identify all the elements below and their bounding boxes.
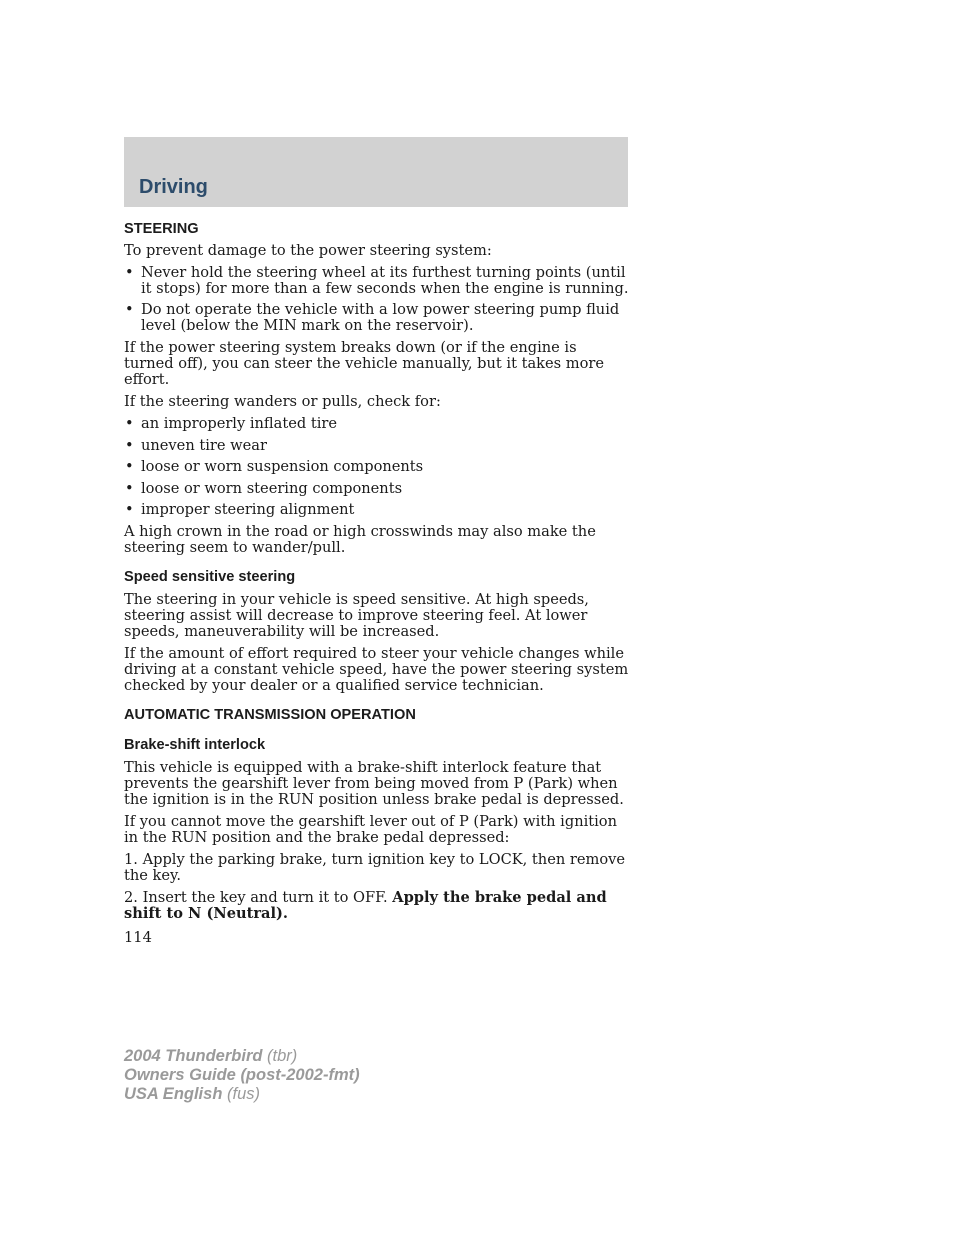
interlock-paragraph-1: This vehicle is equipped with a brake-shift interlock feature that prevents the gearshift lever from being moved from P (Park) when the ignition is in the RUN position unless brake pedal is depressed. (124, 759, 624, 808)
steering-checks-list (124, 416, 630, 518)
interlock-paragraph-2: If you cannot move the gearshift lever out of P (Park) with ignition in the RUN position and the brake pedal depressed: (124, 813, 617, 846)
steering-breakdown-text: If the power steering system breaks down (or if the engine is turned off), you can steer the vehicle manually, but it takes more effort. (124, 339, 604, 388)
section-header-band (124, 137, 628, 207)
footer-line-3: USA English (fus) (124, 1085, 260, 1103)
interlock-step-2: 2. Insert the key and turn it to OFF. Apply the brake pedal and shift to N (Neutral). (124, 889, 607, 922)
bullet-icon: • (125, 264, 134, 281)
list-item: • Never hold the steering wheel at its furthest turning points (until it stops) for more than a few seconds when the engine is running. (125, 264, 629, 297)
steering-crown-text: A high crown in the road or high crosswinds may also make the steering seem to wander/pull. (124, 523, 596, 556)
bullet-icon: • (125, 415, 134, 432)
steering-warnings-list (124, 265, 630, 334)
steering-intro: To prevent damage to the power steering system: (124, 242, 492, 259)
list-item: • loose or worn suspension components (125, 458, 424, 475)
interlock-step-2-emphasis: Apply the brake pedal and shift to N (Neutral). (124, 889, 607, 922)
page-number: 114 (124, 929, 152, 946)
document-footer (124, 1047, 360, 1104)
heading-automatic-transmission: AUTOMATIC TRANSMISSION OPERATION (124, 707, 416, 723)
list-item: • Do not operate the vehicle with a low power steering pump fluid level (below the MIN mark on the reservoir). (125, 301, 620, 334)
bullet-icon: • (125, 458, 134, 475)
bullet-icon: • (125, 479, 134, 497)
heading-speed-sensitive-steering: Speed sensitive steering (124, 569, 296, 585)
heading-brake-shift-interlock: Brake-shift interlock (124, 737, 266, 753)
interlock-step-1: 1. Apply the parking brake, turn ignition key to LOCK, then remove the key. (124, 851, 625, 884)
speed-sensitive-paragraph-1: The steering in your vehicle is speed sensitive. At high speeds, steering assist will decrease to improve steering feel. At lower speeds, maneuverability will be increased. (124, 591, 589, 640)
list-item: • an improperly inflated tire (125, 415, 337, 432)
bullet-icon: • (125, 501, 134, 518)
steering-wander-intro: If the steering wanders or pulls, check for: (124, 393, 441, 410)
footer-line-1: 2004 Thunderbird (tbr) (124, 1047, 298, 1065)
speed-sensitive-paragraph-2: If the amount of effort required to steer your vehicle changes while driving at a constant vehicle speed, have the power steering system checked by your dealer or a qualified service technician. (124, 645, 629, 694)
list-item: • uneven tire wear (125, 436, 267, 454)
page-content (124, 221, 630, 946)
bullet-icon: • (125, 436, 134, 454)
heading-steering: STEERING (124, 221, 199, 237)
bullet-icon: • (125, 301, 134, 318)
list-item: • loose or worn steering components (125, 479, 403, 497)
footer-line-2: Owners Guide (post-2002-fmt) (124, 1066, 360, 1084)
section-title: Driving (139, 176, 208, 198)
list-item: • improper steering alignment (125, 501, 355, 518)
